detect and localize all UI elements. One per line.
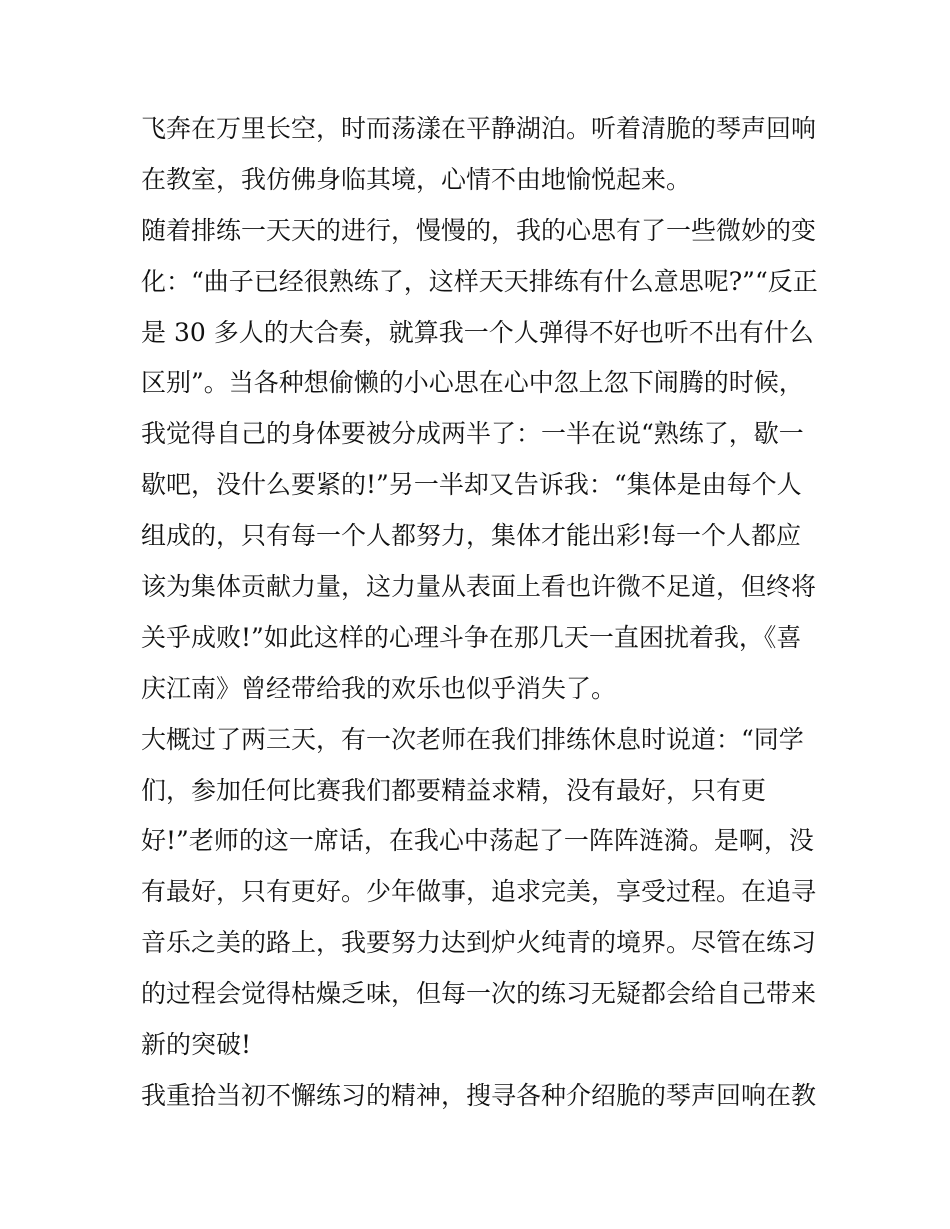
text-line: 该为集体贡献力量，这力量从表面上看也许微不足道，但终将 — [141, 572, 817, 602]
text-line: 在教室，我仿佛身临其境，心情不由地愉悦起来。 — [141, 164, 692, 194]
text-line: 们，参加任何比赛我们都要精益求精，没有最好，只有更 — [141, 775, 767, 805]
text-line: 有最好，只有更好。少年做事，追求完美，享受过程。在追寻 — [141, 877, 817, 907]
text-line: 化：“曲子已经很熟练了，这样天天排练有什么意思呢?”“反正 — [141, 266, 818, 296]
text-line: 是 30 多人的大合奏，就算我一个人弹得不好也听不出有什么 — [141, 317, 814, 347]
text-line: 我觉得自己的身体要被分成两半了：一半在说“熟练了，歇一 — [141, 419, 804, 449]
text-line: 音乐之美的路上，我要努力达到炉火纯青的境界。尽管在练习 — [141, 928, 817, 958]
text-line: 大概过了两三天，有一次老师在我们排练休息时说道：“同学 — [141, 724, 804, 754]
text-line: 的过程会觉得枯燥乏味，但每一次的练习无疑都会给自己带来 — [141, 979, 817, 1009]
text-line: 关乎成败!”如此这样的心理斗争在那几天一直困扰着我，《喜 — [141, 622, 802, 652]
text-line: 歇吧，没什么要紧的!”另一半却又告诉我：“集体是由每个人 — [141, 470, 802, 500]
text-line: 组成的，只有每一个人都努力，集体才能出彩!每一个人都应 — [141, 521, 802, 551]
text-line: 好!”老师的这一席话，在我心中荡起了一阵阵涟漪。是啊，没 — [141, 826, 814, 856]
text-line: 随着排练一天天的进行，慢慢的，我的心思有了一些微妙的变 — [141, 215, 817, 245]
text-line: 庆江南》曾经带给我的欢乐也似乎消失了。 — [141, 673, 617, 703]
text-line: 我重拾当初不懈练习的精神，搜寻各种介绍脆的琴声回响在教 — [141, 1080, 817, 1110]
text-line: 新的突破! — [141, 1030, 252, 1060]
body-text — [141, 104, 821, 1122]
text-line: 区别”。当各种想偷懒的小心思在心中忽上忽下闹腾的时候， — [141, 368, 804, 398]
text-line: 飞奔在万里长空，时而荡漾在平静湖泊。听着清脆的琴声回响 — [141, 114, 817, 143]
